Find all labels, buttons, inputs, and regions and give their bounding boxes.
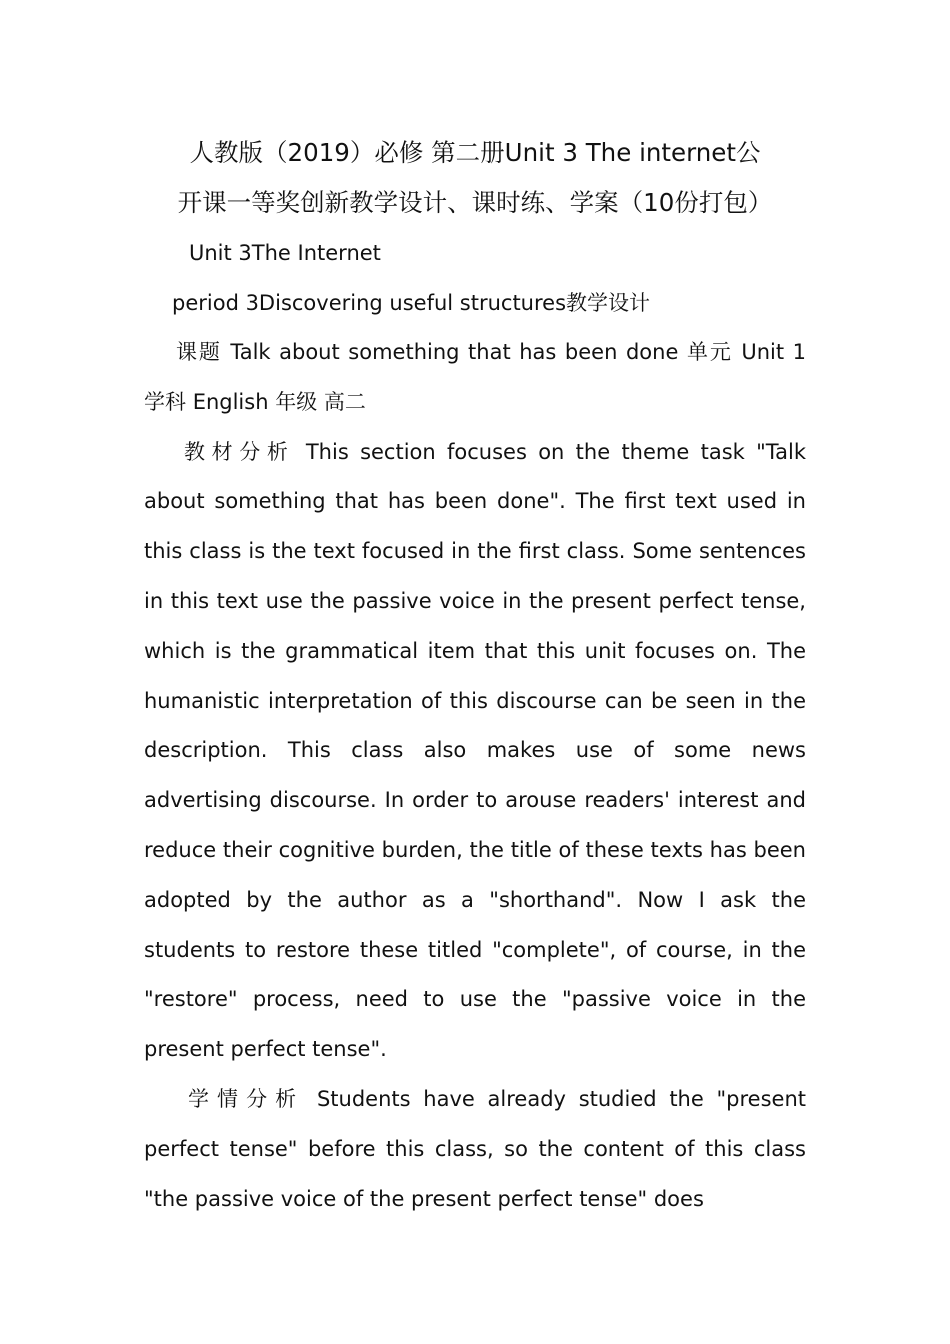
period-heading: period 3Discovering useful structures教学设计 <box>172 291 651 315</box>
student-analysis-label: 学情分析 <box>188 1086 305 1111</box>
topic-label: 课题 <box>176 340 222 364</box>
lesson-meta <box>144 328 806 428</box>
student-analysis-text: Students have already studied the "present perfect tense" before this class, so the content of this class "the passive voice of the present perfect tense" does <box>144 1086 806 1211</box>
textbook-analysis-label: 教材分析 <box>184 439 295 464</box>
document-page <box>144 128 806 1224</box>
unit-heading: Unit 3The Internet <box>189 241 381 265</box>
textbook-analysis-text: This section focuses on the theme task "Talk about something that has been done". The first text used in this class is the text focused in the first class. Some sentences in this text use the passive voice in the present perfect tense, which is the grammatical item that this unit focuses on. The humanistic interpretation of this discourse can be seen in the description. This class also makes use of some news advertising discourse. In order to arouse readers' interest and reduce their cognitive burden, the title of these texts has been adopted by the author as a "shorthand". Now I ask the students to restore these titled "complete", of course, in the "restore" process, need to use the "passive voice in the present perfect tense". <box>144 439 806 1062</box>
subject-value: English <box>192 389 269 414</box>
student-analysis-paragraph <box>144 1075 806 1224</box>
grade-value: 高二 <box>323 389 366 414</box>
document-title <box>144 128 806 228</box>
grade-label: 年级 <box>275 389 318 414</box>
textbook-analysis-paragraph <box>144 428 806 1075</box>
title-line-1: 人教版（2019）必修 第二册Unit 3 The internet公 <box>189 138 761 167</box>
topic-value: Talk about something that has been done <box>230 340 679 364</box>
title-line-2: 开课一等奖创新教学设计、课时练、学案（10份打包） <box>177 188 773 217</box>
unit-value: Unit 1 <box>741 340 807 364</box>
unit-label: 单元 <box>686 340 733 364</box>
subject-label: 学科 <box>144 389 186 414</box>
